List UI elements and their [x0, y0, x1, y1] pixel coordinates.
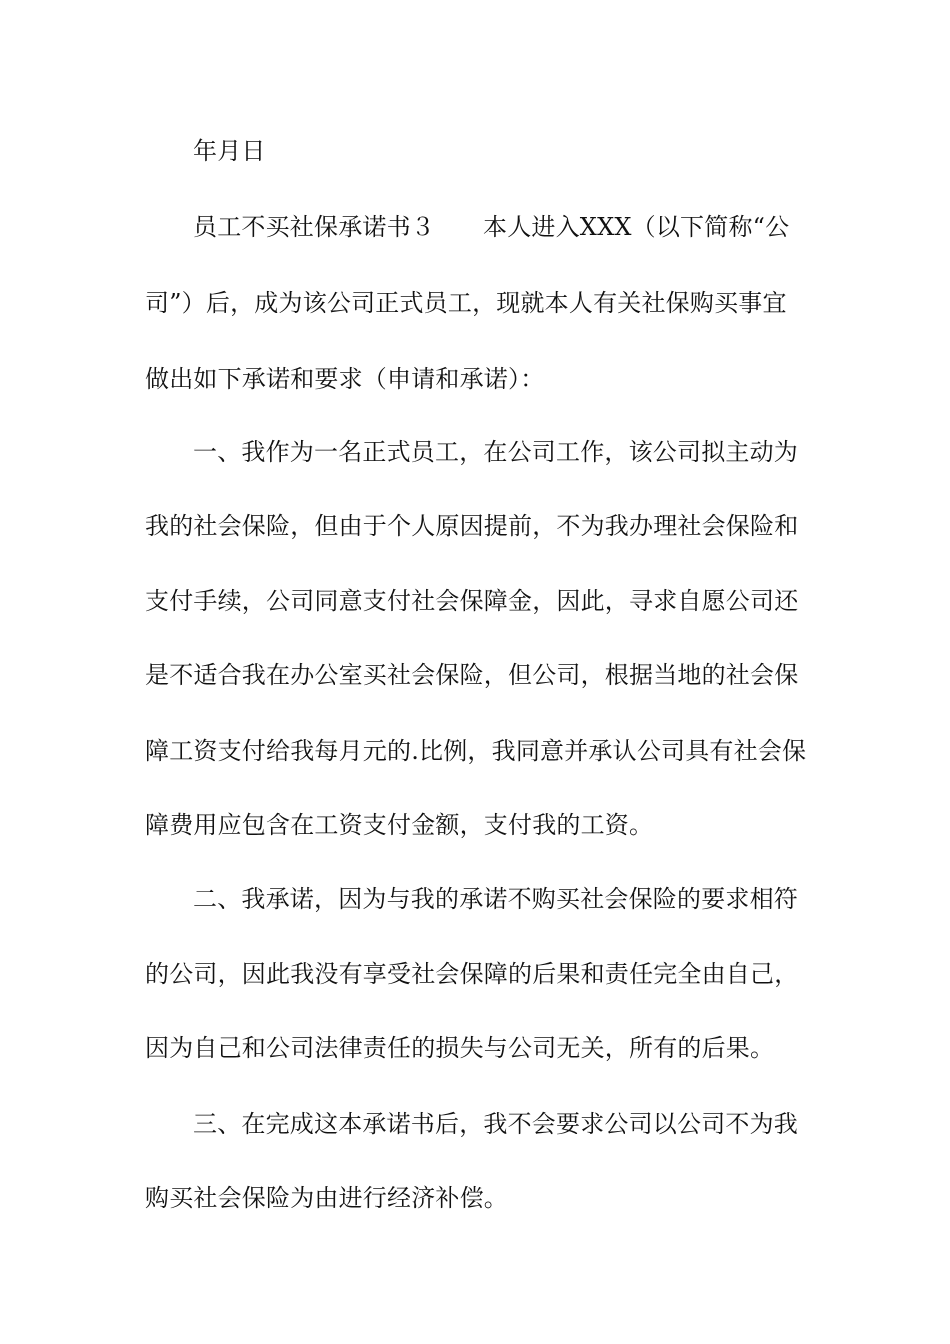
- section2-line-2: 的公司，因此我没有享受社会保障的后果和责任完全由自己，: [145, 960, 799, 988]
- section1-line-1: 一、我作为一名正式员工，在公司工作，该公司拟主动为: [193, 438, 798, 466]
- section2-line-1: 二、我承诺，因为与我的承诺不购买社会保险的要求相符: [193, 885, 798, 913]
- section1-line-5: 障工资支付给我每月元的.比例，我同意并承认公司具有社会保: [145, 737, 807, 765]
- title-line: [193, 213, 789, 241]
- intro-line-1: 本人进入XXX（以下简称“公: [483, 213, 790, 241]
- section2-line-3: 因为自己和公司法律责任的损失与公司无关，所有的后果。: [145, 1034, 775, 1062]
- date-line: 年月日: [193, 137, 266, 165]
- intro-line-2: 司”）后，成为该公司正式员工，现就本人有关社保购买事宜: [145, 289, 787, 317]
- section3-line-1: 三、在完成这本承诺书后，我不会要求公司以公司不为我: [193, 1110, 798, 1138]
- section1-line-6: 障费用应包含在工资支付金额，支付我的工资。: [145, 811, 654, 839]
- section1-line-3: 支付手续，公司同意支付社会保障金，因此，寻求自愿公司还: [145, 587, 799, 615]
- section1-line-2: 我的社会保险，但由于个人原因提前，不为我办理社会保险和: [145, 512, 799, 540]
- section1-line-4: 是不适合我在办公室买社会保险，但公司，根据当地的社会保: [145, 661, 799, 689]
- intro-line-3: 做出如下承诺和要求（申请和承诺）：: [145, 365, 545, 393]
- section3-line-2: 购买社会保险为由进行经济补偿。: [145, 1184, 508, 1212]
- document-title: 员工不买社保承诺书３: [193, 213, 435, 241]
